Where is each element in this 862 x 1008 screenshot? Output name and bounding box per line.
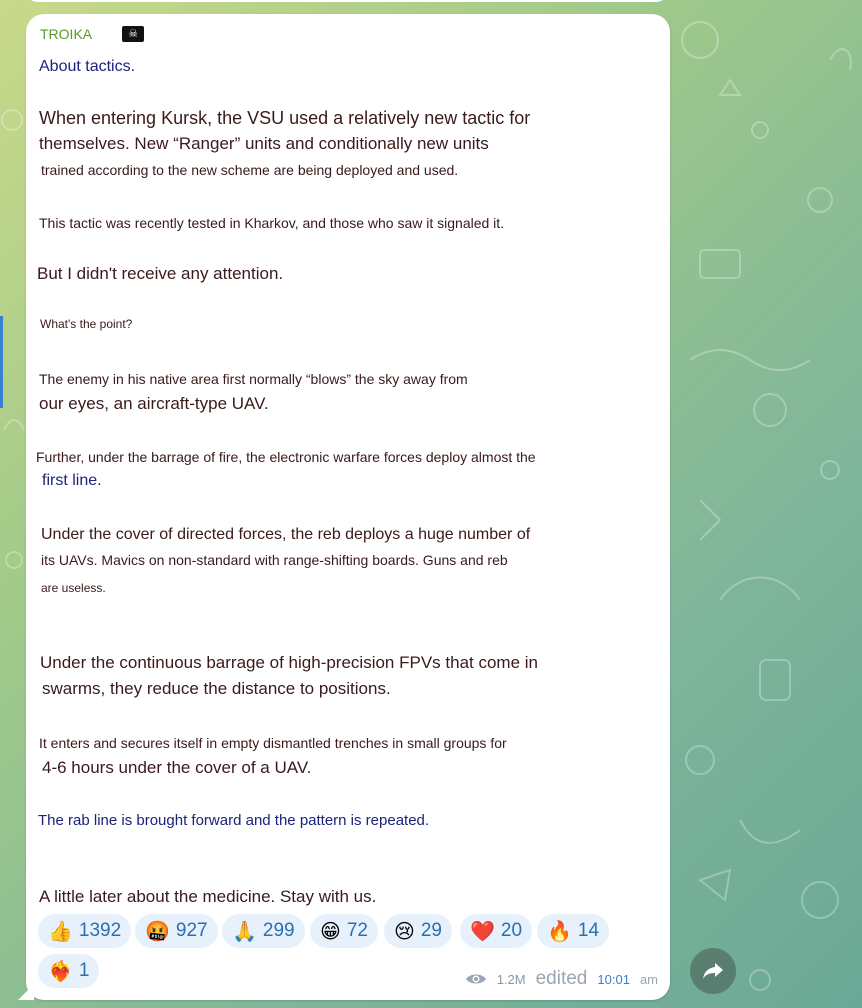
- grinning-face-icon: 😁: [320, 919, 341, 943]
- post-line: The enemy in his native area first normally “blows” the sky away from: [39, 371, 468, 387]
- previous-message-bubble: [26, 0, 668, 2]
- channel-header: [40, 26, 144, 42]
- reaction-count: 72: [346, 920, 368, 941]
- post-line: About tactics.: [39, 58, 136, 75]
- thumbs-up-icon: 👍: [48, 919, 73, 943]
- post-line: This tactic was recently tested in Kharkov, and those who saw it signaled it.: [39, 215, 505, 231]
- edited-label: edited: [535, 968, 588, 989]
- reaction-grin[interactable]: [310, 914, 378, 948]
- post-line: are useless.: [41, 581, 106, 595]
- reaction-heart[interactable]: [460, 914, 532, 948]
- heart-on-fire-icon: ❤️‍🔥: [48, 959, 73, 983]
- reaction-heart-on-fire[interactable]: [38, 954, 99, 988]
- reaction-cry[interactable]: [384, 914, 452, 948]
- post-line: A little later about the medicine. Stay with us.: [39, 887, 377, 906]
- post-line: first line.: [42, 472, 102, 489]
- message-ampm: am: [639, 971, 658, 987]
- reaction-count: 299: [262, 920, 295, 941]
- post-line: trained according to the new scheme are being deployed and used.: [41, 162, 459, 178]
- eye-icon: [465, 972, 487, 986]
- share-button[interactable]: [690, 948, 736, 994]
- post-line: When entering Kursk, the VSU used a relatively new tactic for: [39, 108, 531, 128]
- post-line: The rab line is brought forward and the pattern is repeated.: [38, 812, 430, 829]
- post-line: It enters and secures itself in empty dismantled trenches in small groups for: [39, 735, 507, 751]
- pirate-flag-icon: ☠: [122, 26, 144, 42]
- message-meta: [465, 968, 658, 990]
- post-line: its UAVs. Mavics on non-standard with range-shifting boards. Guns and reb: [41, 552, 508, 568]
- reaction-fire[interactable]: [537, 914, 609, 948]
- reaction-count: 20: [500, 920, 523, 941]
- message-bubble[interactable]: [26, 14, 670, 1000]
- post-line: Under the cover of directed forces, the reb deploys a huge number of: [41, 526, 531, 543]
- red-heart-icon: ❤️: [470, 919, 495, 943]
- fire-icon: 🔥: [547, 919, 572, 943]
- reaction-count: 29: [420, 920, 442, 941]
- reaction-angry[interactable]: [135, 914, 218, 948]
- reaction-count: 1392: [78, 920, 122, 941]
- reaction-pray[interactable]: [222, 914, 305, 948]
- window-edge-accent: [0, 316, 3, 408]
- post-line: 4-6 hours under the cover of a UAV.: [42, 758, 312, 777]
- post-line: swarms, they reduce the distance to positions.: [42, 679, 391, 698]
- post-line: our eyes, an aircraft-type UAV.: [39, 394, 269, 413]
- post-line: What's the point?: [40, 317, 133, 331]
- post-line: Under the continuous barrage of high-precision FPVs that come in: [40, 653, 538, 672]
- message-time: 10:01: [597, 971, 630, 987]
- post-line: Further, under the barrage of fire, the electronic warfare forces deploy almost the: [36, 449, 536, 465]
- reaction-count: 1: [78, 960, 90, 981]
- reaction-count: 927: [175, 920, 208, 941]
- praying-hands-icon: 🙏: [232, 919, 257, 943]
- reaction-thumbs-up[interactable]: [38, 914, 131, 948]
- channel-name[interactable]: TROIKA: [40, 26, 93, 42]
- angry-face-icon: 🤬: [145, 919, 170, 943]
- reaction-count: 14: [577, 920, 600, 941]
- post-line: But I didn't receive any attention.: [37, 264, 284, 283]
- post-line: themselves. New “Ranger” units and conditionally new units: [39, 134, 489, 153]
- view-count: 1.2M: [496, 971, 526, 987]
- crying-face-icon: 😢: [394, 919, 415, 943]
- share-arrow-icon: [702, 962, 724, 980]
